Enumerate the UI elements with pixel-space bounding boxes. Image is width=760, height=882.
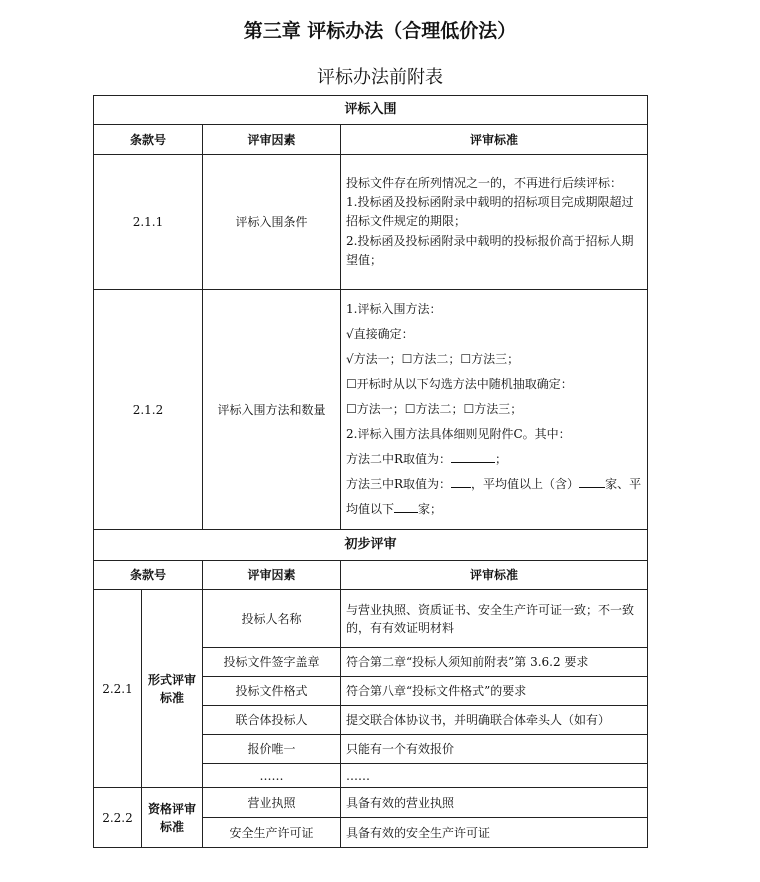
clause-number: 2.1.1 bbox=[94, 155, 203, 290]
standard-text: ； bbox=[495, 452, 508, 466]
header-clause: 条款号 bbox=[94, 125, 203, 155]
standard-text: 家； bbox=[418, 502, 443, 516]
review-factor: 投标人名称 bbox=[203, 590, 341, 648]
standard-line: 2.评标入围方法具体细则见附件C。其中： bbox=[346, 427, 571, 441]
header-factor: 评审因素 bbox=[203, 125, 341, 155]
group-label: 形式评审标准 bbox=[142, 590, 203, 788]
review-standard: 与营业执照、资质证书、安全生产许可证一致；不一致的，有有效证明材料 bbox=[341, 590, 648, 648]
table-row bbox=[94, 788, 648, 818]
header-standard: 评审标准 bbox=[341, 125, 648, 155]
clause-number: 2.1.2 bbox=[94, 290, 203, 530]
fill-in-blank bbox=[451, 450, 495, 463]
standard-line: 1.评标入围方法： bbox=[346, 302, 442, 316]
review-standard bbox=[341, 290, 648, 530]
review-standard: 符合第八章“投标文件格式”的要求 bbox=[341, 677, 648, 706]
review-factor: …… bbox=[203, 764, 341, 788]
standard-line: √方法一；☐方法二；☐方法三； bbox=[346, 352, 520, 366]
standard-line: 投标文件存在所列情况之一的，不再进行后续评标： bbox=[346, 176, 623, 191]
section-title: 评标入围 bbox=[94, 96, 648, 125]
standard-line bbox=[346, 447, 642, 472]
section-header-row bbox=[94, 530, 648, 561]
group-label: 资格评审标准 bbox=[142, 788, 203, 848]
review-standard: …… bbox=[341, 764, 648, 788]
review-standard: 具备有效的营业执照 bbox=[341, 788, 648, 818]
standard-line: 2.投标函及投标函附录中载明的投标报价高于招标人期望值； bbox=[346, 233, 634, 267]
table-title: 评标办法前附表 bbox=[317, 67, 443, 88]
review-standard: 符合第二章“投标人须知前附表”第 3.6.2 要求 bbox=[341, 648, 648, 677]
review-factor: 联合体投标人 bbox=[203, 706, 341, 735]
fill-in-blank bbox=[394, 500, 418, 513]
fill-in-blank bbox=[579, 475, 605, 488]
review-factor: 安全生产许可证 bbox=[203, 818, 341, 848]
standard-line bbox=[346, 472, 642, 522]
standard-line: √直接确定： bbox=[346, 327, 414, 341]
header-factor: 评审因素 bbox=[203, 561, 341, 590]
standard-line: 1.投标函及投标函附录中载明的招标项目完成期限超过招标文件规定的期限； bbox=[346, 195, 634, 229]
standard-line: ☐开标时从以下勾选方法中随机抽取确定： bbox=[346, 377, 573, 391]
section-title: 初步评审 bbox=[94, 530, 648, 561]
clause-number: 2.2.2 bbox=[94, 788, 142, 848]
review-factor: 投标文件格式 bbox=[203, 677, 341, 706]
review-standard: 只能有一个有效报价 bbox=[341, 735, 648, 764]
table-row bbox=[94, 155, 648, 290]
header-clause: 条款号 bbox=[94, 561, 203, 590]
review-factor: 评标入围方法和数量 bbox=[203, 290, 341, 530]
standard-text: 方法三中R取值为： bbox=[346, 477, 452, 491]
standard-line: ☐方法一；☐方法二；☐方法三； bbox=[346, 402, 523, 416]
standard-text: 家、平均值以下 bbox=[346, 477, 642, 516]
table-row bbox=[94, 290, 648, 530]
chapter-title: 第三章 评标办法（合理低价法） bbox=[243, 20, 517, 42]
section-header-row bbox=[94, 96, 648, 125]
review-factor: 报价唯一 bbox=[203, 735, 341, 764]
column-header-row bbox=[94, 125, 648, 155]
header-standard: 评审标准 bbox=[341, 561, 648, 590]
review-factor: 评标入围条件 bbox=[203, 155, 341, 290]
standard-text: ，平均值以上（含） bbox=[471, 477, 580, 491]
review-standard: 提交联合体协议书，并明确联合体牵头人（如有） bbox=[341, 706, 648, 735]
column-header-row bbox=[94, 561, 648, 590]
table-row bbox=[94, 590, 648, 648]
standard-text: 方法二中R取值为： bbox=[346, 452, 452, 466]
review-factor: 投标文件签字盖章 bbox=[203, 648, 341, 677]
clause-number: 2.2.1 bbox=[94, 590, 142, 788]
fill-in-blank bbox=[451, 475, 471, 488]
evaluation-table bbox=[93, 95, 648, 848]
review-standard bbox=[341, 155, 648, 290]
review-standard: 具备有效的安全生产许可证 bbox=[341, 818, 648, 848]
review-factor: 营业执照 bbox=[203, 788, 341, 818]
